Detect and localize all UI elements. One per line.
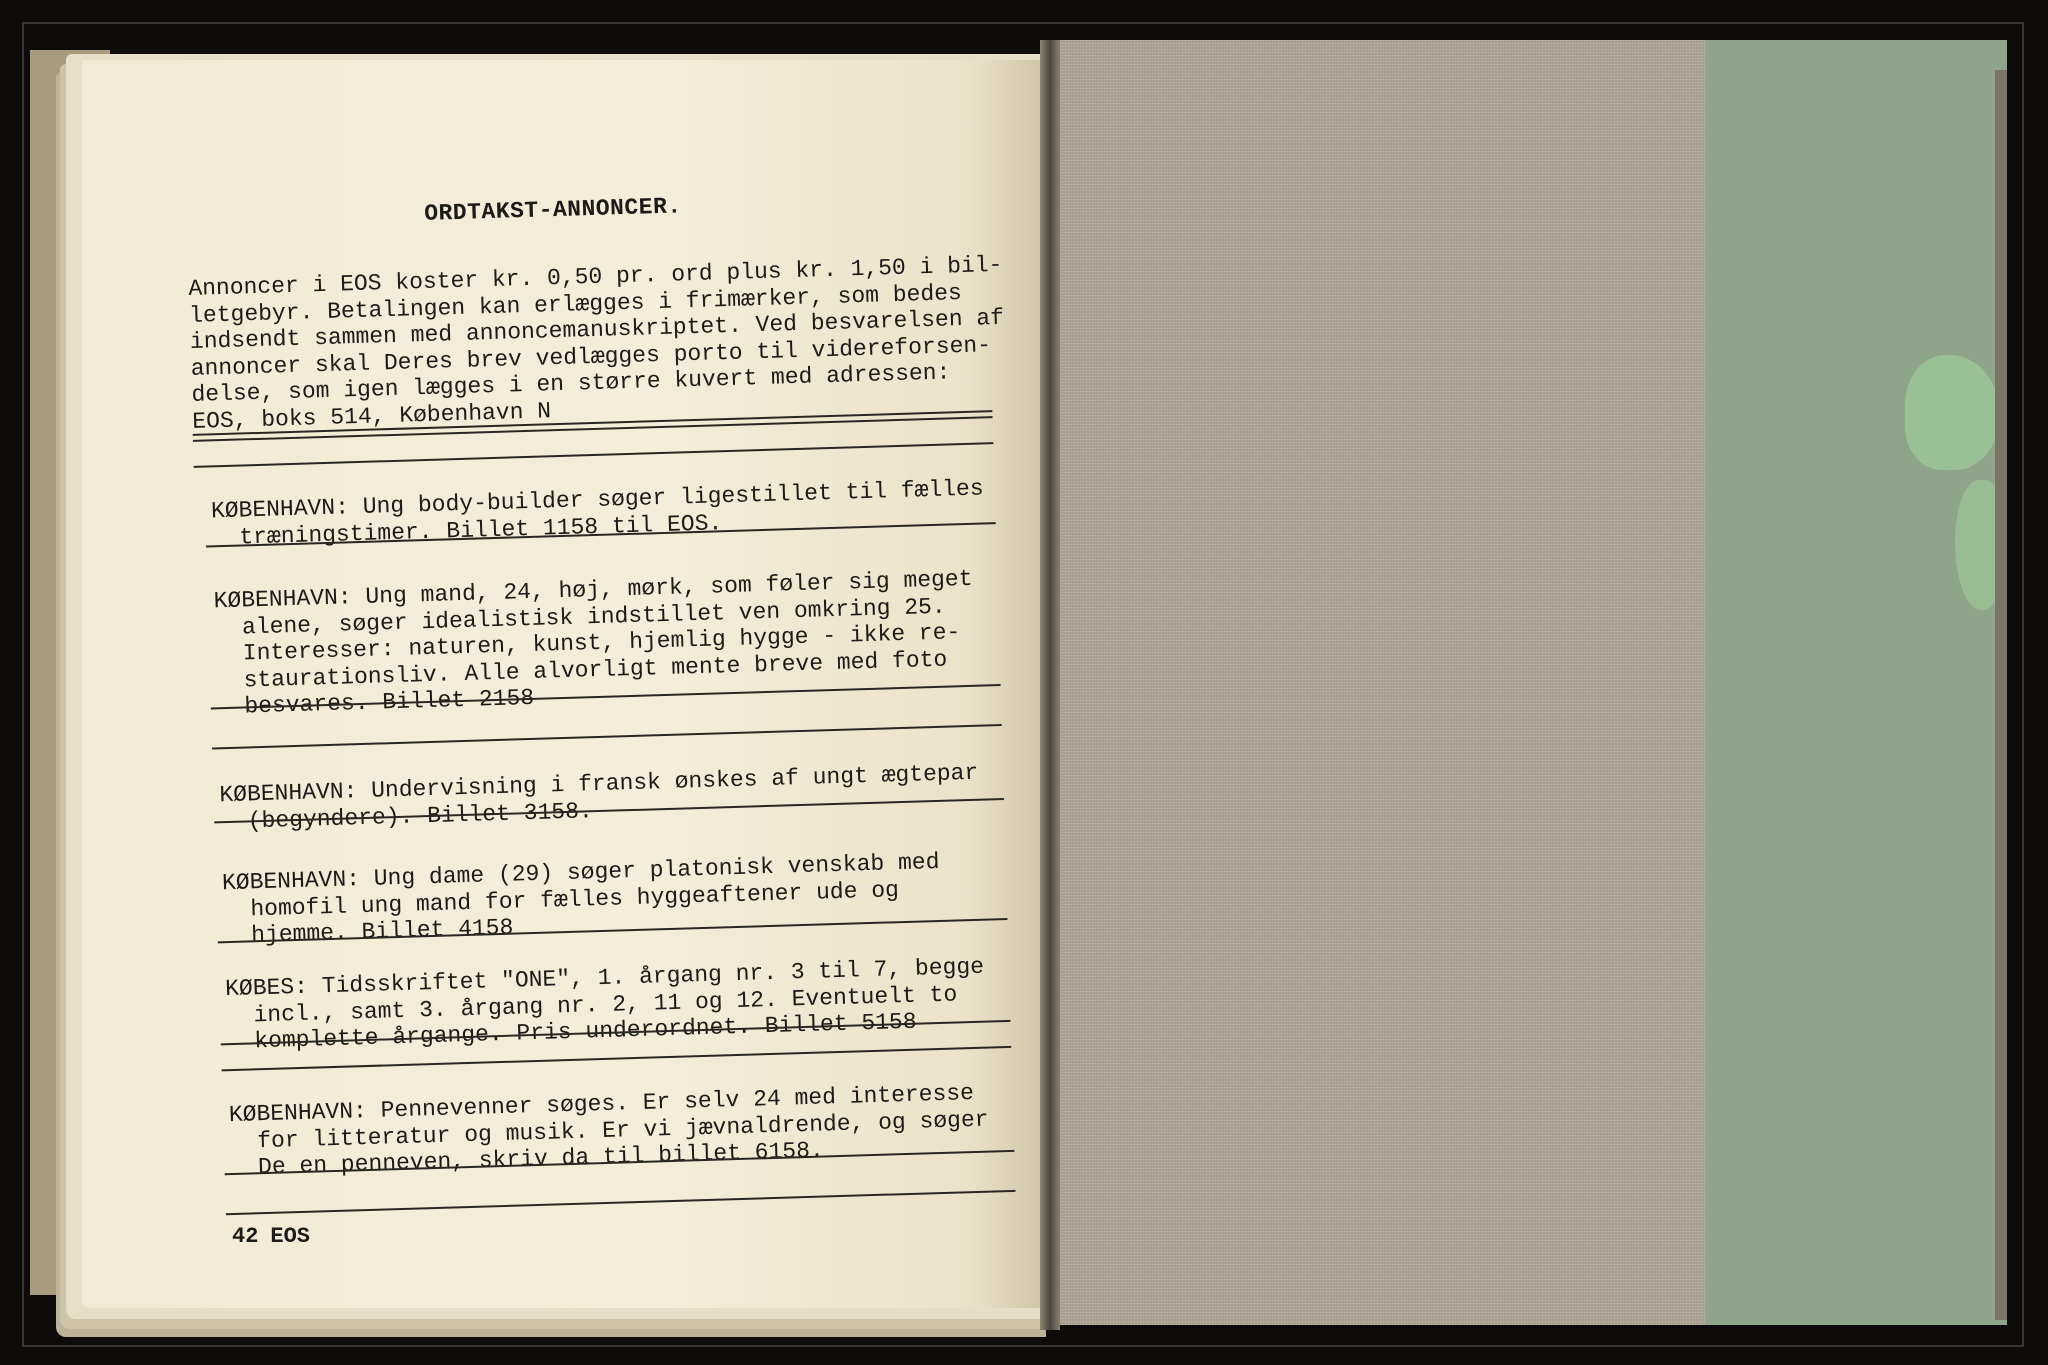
green-cover-flap: [1705, 40, 2007, 1325]
book-gutter: [1040, 40, 1060, 1330]
page-footer: [232, 1224, 322, 1249]
ad-text: KØBENHAVN: Ung mand, 24, høj, mørk, som føler sig meget alene, søger idealistisk indstillet ven omkring 25. Interesser: naturen, kunst, hjemlig hygge - ikke re- staurationsliv. Alle alvorligt mente breve med foto besvares. Billet 2158: [213, 565, 973, 721]
ad-text: KØBENHAVN: Pennevenner søges. Er selv 24 med interesse for litteratur og musik. Er vi jævnaldrende, og søger De en penneven, skriv da til billet 6158.: [228, 1080, 989, 1182]
ad-text: KØBES: Tidsskriftet "ONE", 1. årgang nr. 3 til 7, begge incl., samt 3. årgang nr. 2, 11 og 12. Eventuelt to komplette årgange. Pris underordnet. Billet 5158: [224, 953, 985, 1056]
footer-title: EOS: [270, 1224, 311, 1249]
ad-text: KØBENHAVN: Undervisning i fransk ønskes af ungt ægtepar (begyndere). Billet 3158.: [219, 759, 979, 835]
classified-ad: [213, 543, 977, 744]
page-heading: ORDTAKST-ANNONCER.: [423, 193, 683, 227]
green-stain: [1905, 355, 2000, 470]
classified-ad: [224, 931, 987, 1079]
page-number: 42: [232, 1224, 259, 1249]
ad-text: KØBENHAVN: Ung dame (29) søger platonisk venskab med homofil ung mand for fælles hyggeaftener ude og hjemme. Billet 4158: [221, 848, 940, 950]
right-page-linen-endpaper: [1050, 40, 1710, 1325]
classified-ad: [228, 1057, 991, 1205]
cover-edge-right: [1995, 70, 2007, 1320]
ad-text: KØBENHAVN: Ung body-builder søger ligestillet til fælles træningstimer. Billet 1158 til EOS.: [210, 475, 984, 551]
intro-paragraph: Annoncer i EOS koster kr. 0,50 pr. ord plus kr. 1,50 i bil- letgebyr. Betalingen kan erlægges i frimærker, som bedes indsendt sammen med annoncemanuskriptet. Ved besvarelsen af annoncer skal Deres brev vedlægges porto til videreforsen- delse, som igen lægges i en større kuvert med adressen: EOS, boks 514, København N: [188, 251, 1005, 435]
